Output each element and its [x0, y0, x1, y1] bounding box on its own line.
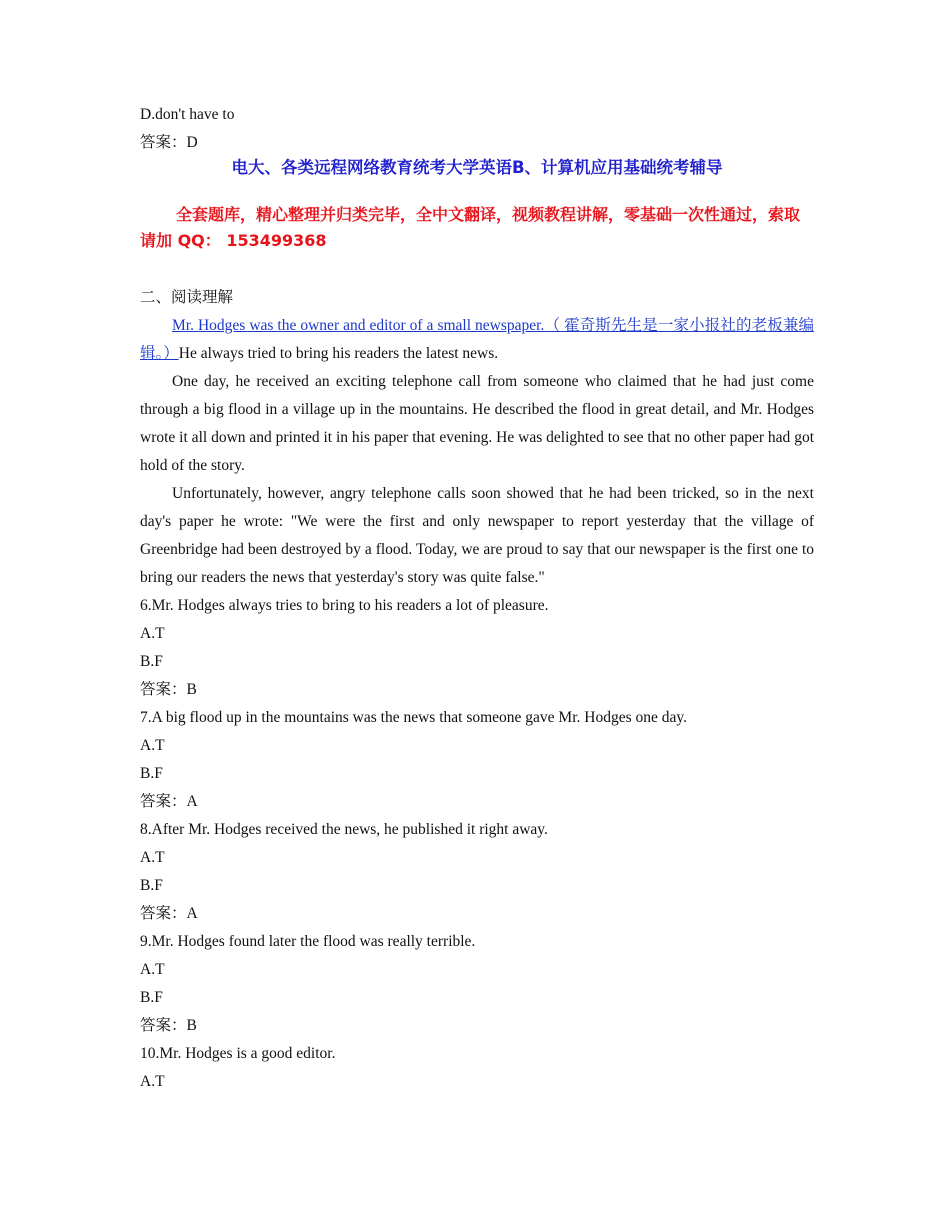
question-7-answer: 答案：A [140, 793, 198, 810]
question-7-option-b: B.F [140, 765, 163, 782]
promo-body [140, 202, 814, 254]
question-6: 6.Mr. Hodges always tries to bring to his readers a lot of pleasure. [140, 597, 549, 614]
passage-paragraph-3 [140, 480, 814, 592]
question-6-answer: 答案：B [140, 681, 197, 698]
passage-p1-rest: He always tried to bring his readers the latest news. [178, 345, 499, 362]
question-9-option-b: B.F [140, 989, 163, 1006]
passage-translation-link[interactable]: Mr. Hodges was the owner and editor of a small newspaper.（ 霍奇斯先生是一家小报社的老板兼编辑。） [140, 317, 814, 362]
option-d: D.don't have to [140, 106, 235, 123]
passage-paragraph-1 [140, 312, 814, 368]
passage-p3-text: Unfortunately, however, angry telephone calls soon showed that he had been tricked, so in the next day's paper he wrote: "We were the first and only newspaper to report yesterday that the village of Greenbridge had been destroyed by a flood. Today, we are proud to say that our newspaper is the first one to bring our readers the news that yesterday's story was quite false." [140, 485, 814, 586]
question-7: 7.A big flood up in the mountains was the news that someone gave Mr. Hodges one day. [140, 709, 688, 726]
question-8-option-a: A.T [140, 849, 165, 866]
passage-paragraph-2 [140, 368, 814, 480]
question-6-option-a: A.T [140, 625, 165, 642]
question-9-option-a: A.T [140, 961, 165, 978]
question-7-option-a: A.T [140, 737, 165, 754]
question-9: 9.Mr. Hodges found later the flood was really terrible. [140, 933, 476, 950]
question-6-option-b: B.F [140, 653, 163, 670]
passage-p2-text: One day, he received an exciting telephone call from someone who claimed that he had just come through a big flood in a village up in the mountains. He described the flood in great detail, and Mr. Hodges wrote it all down and printed it in his paper that evening. He was delighted to see that no other paper had got hold of the story. [140, 373, 814, 474]
question-8: 8.After Mr. Hodges received the news, he published it right away. [140, 821, 548, 838]
promo-body-text: 全套题库，精心整理并归类完毕，全中文翻译，视频教程讲解，零基础一次性通过，索取请加 QQ： 153499368 [140, 205, 801, 250]
question-10-option-a: A.T [140, 1073, 165, 1090]
question-8-option-b: B.F [140, 877, 163, 894]
question-10: 10.Mr. Hodges is a good editor. [140, 1045, 336, 1062]
promo-title: 电大、各类远程网络教育统考大学英语B、计算机应用基础统考辅导 [231, 158, 723, 177]
answer-prev: 答案：D [140, 134, 198, 151]
question-9-answer: 答案：B [140, 1017, 197, 1034]
section-heading: 二、阅读理解 [140, 289, 234, 306]
question-8-answer: 答案：A [140, 905, 198, 922]
